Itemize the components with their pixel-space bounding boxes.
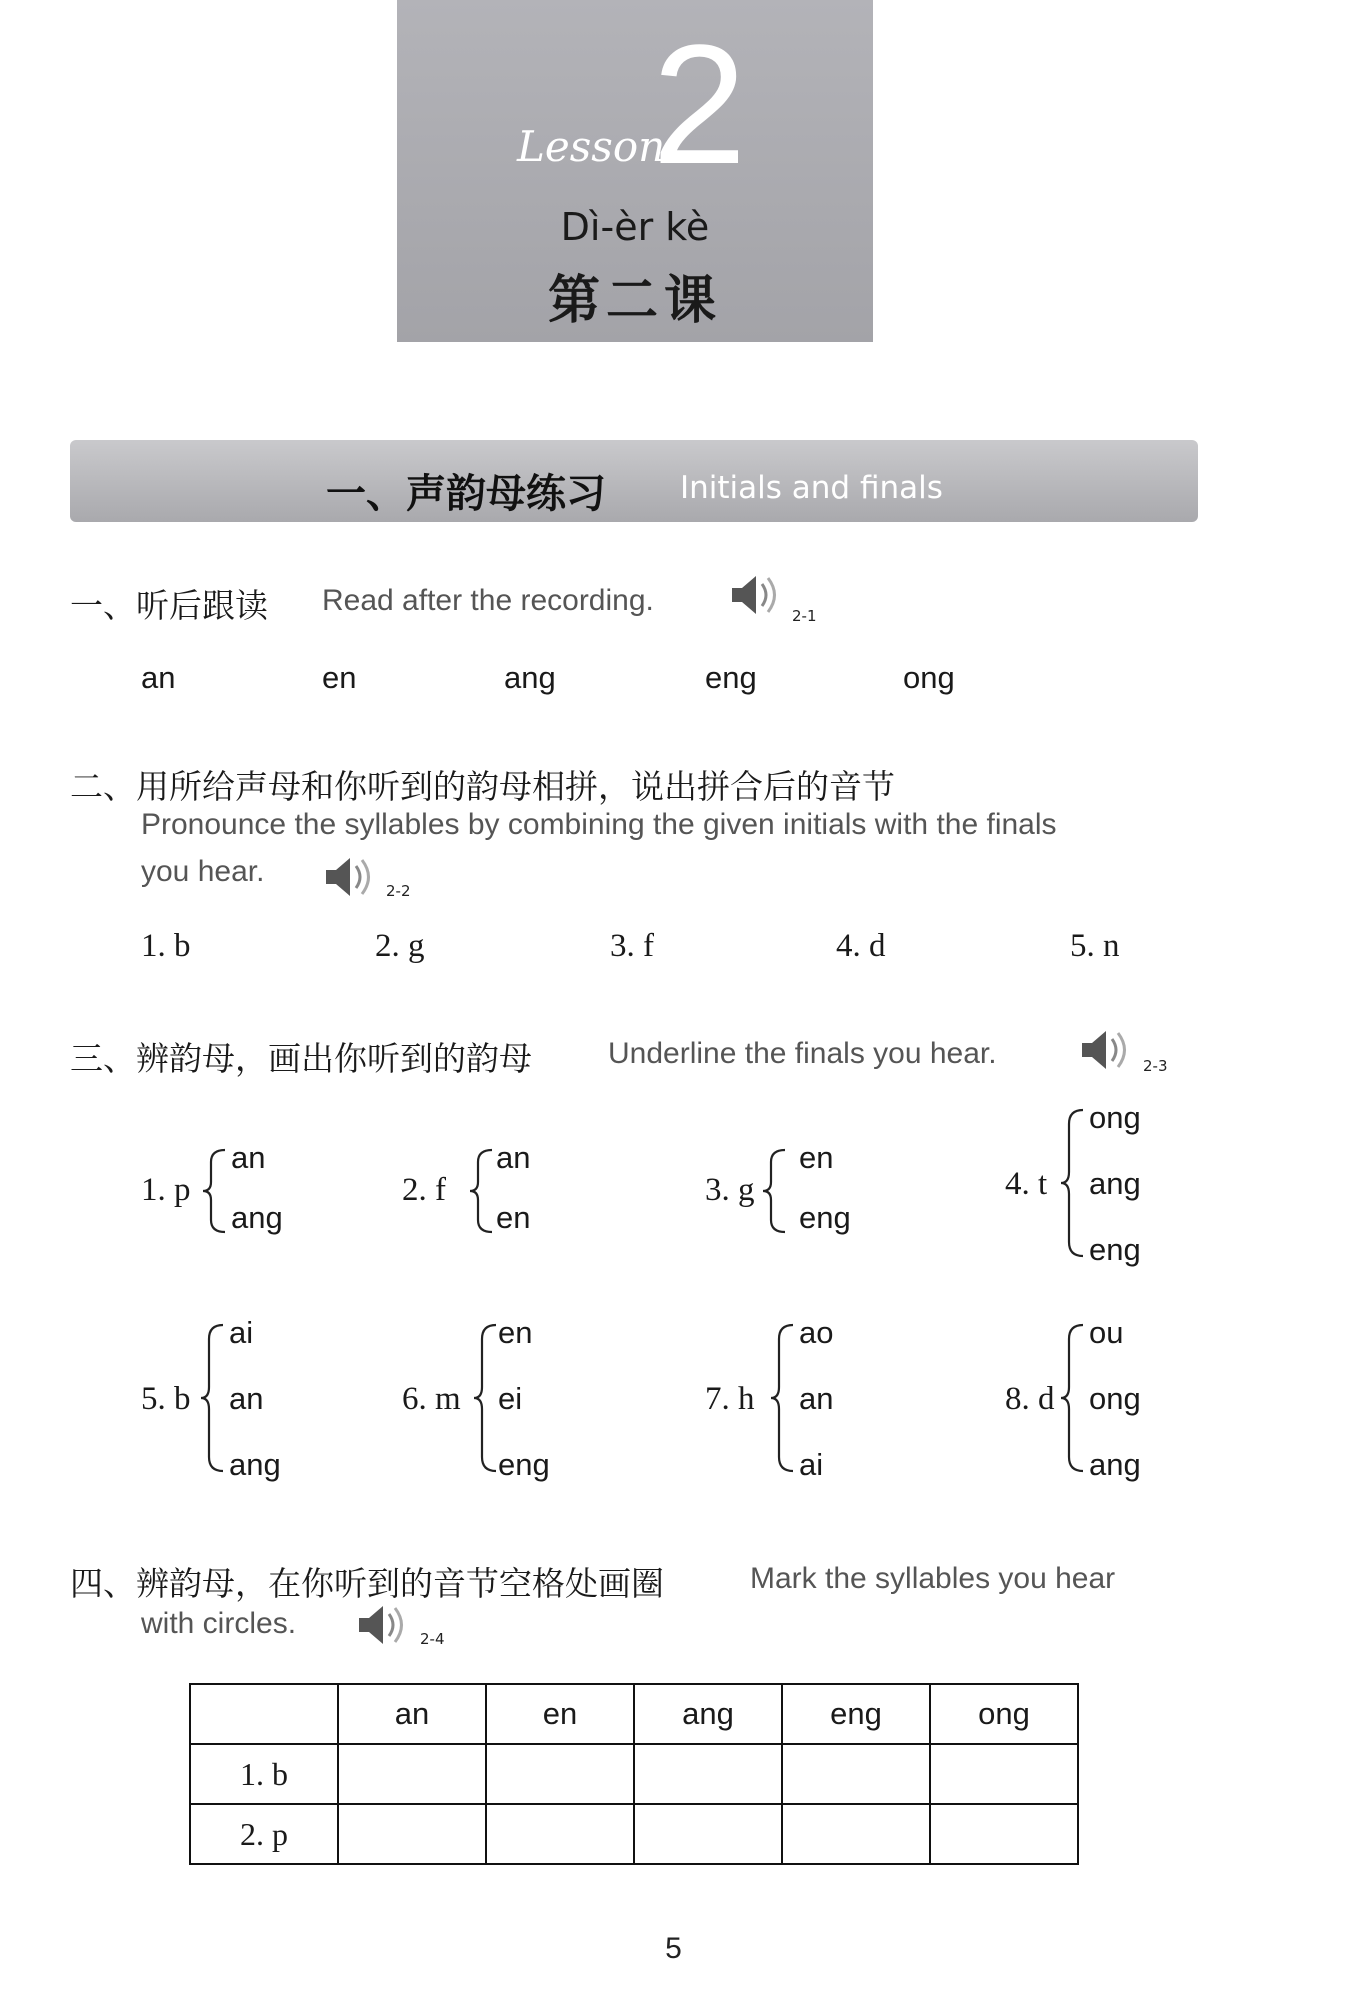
table-header-cell: ong xyxy=(930,1684,1078,1744)
table-header-cell xyxy=(190,1684,338,1744)
brace-group xyxy=(141,1315,361,1485)
q1-title-cn: 一、听后跟读 xyxy=(70,586,268,625)
lesson-pinyin: Dì-èr kè xyxy=(560,205,710,249)
row-label: 2. p xyxy=(190,1804,338,1864)
section-banner xyxy=(70,440,1198,522)
brace-group xyxy=(1005,1100,1225,1270)
speaker-icon[interactable] xyxy=(728,570,792,624)
table-row xyxy=(190,1744,1078,1804)
option-an[interactable]: an xyxy=(496,1140,531,1175)
group-label: 3. g xyxy=(705,1172,755,1208)
brace-group xyxy=(1005,1315,1225,1485)
q4-title-en-line1: Mark the syllables you hear xyxy=(750,1562,1116,1595)
option-ai[interactable]: ai xyxy=(229,1315,254,1350)
option-eng[interactable]: eng xyxy=(498,1447,550,1482)
brace-icon xyxy=(468,1148,494,1234)
answer-cell[interactable] xyxy=(634,1744,782,1804)
brace-group xyxy=(705,1140,925,1240)
lesson-word: Lesson xyxy=(517,122,666,171)
option-ong[interactable]: ong xyxy=(1089,1100,1141,1135)
answer-cell[interactable] xyxy=(338,1804,486,1864)
group-label: 5. b xyxy=(141,1381,191,1417)
option-ao[interactable]: ao xyxy=(799,1315,834,1350)
q2-item: 4. d xyxy=(836,928,886,964)
group-label: 7. h xyxy=(705,1381,755,1417)
speaker-icon[interactable] xyxy=(1078,1025,1142,1079)
option-ong[interactable]: ong xyxy=(1089,1381,1141,1416)
answer-cell[interactable] xyxy=(782,1804,930,1864)
track-label: 2-4 xyxy=(420,1630,445,1648)
page-number: 5 xyxy=(665,1932,682,1965)
option-ang[interactable]: ang xyxy=(231,1200,283,1235)
table-header-cell: ang xyxy=(634,1684,782,1744)
brace-group xyxy=(402,1315,622,1485)
option-ai[interactable]: ai xyxy=(799,1447,824,1482)
option-ang[interactable]: ang xyxy=(229,1447,281,1482)
lesson-header xyxy=(397,0,873,342)
q2-item: 5. n xyxy=(1070,928,1120,964)
option-en[interactable]: en xyxy=(498,1315,533,1350)
track-label: 2-2 xyxy=(386,882,411,900)
row-label: 1. b xyxy=(190,1744,338,1804)
q1-item: eng xyxy=(705,660,757,695)
brace-icon xyxy=(1059,1323,1085,1473)
brace-icon xyxy=(761,1148,787,1234)
group-label: 2. f xyxy=(402,1172,446,1208)
section-title-en: Initials and finals xyxy=(680,470,943,506)
answer-cell[interactable] xyxy=(486,1804,634,1864)
option-en[interactable]: en xyxy=(496,1200,531,1235)
q2-title-cn: 二、用所给声母和你听到的韵母相拼，说出拼合后的音节 xyxy=(70,767,895,806)
brace-icon xyxy=(201,1148,227,1234)
brace-group xyxy=(141,1140,361,1240)
table-header-cell: an xyxy=(338,1684,486,1744)
speaker-icon[interactable] xyxy=(322,852,386,906)
q1-item: ang xyxy=(504,660,556,695)
q4-title-en-line2: with circles. xyxy=(141,1607,297,1640)
q2-title-en-line2: you hear. xyxy=(141,855,265,888)
q3-title-en: Underline the finals you hear. xyxy=(608,1037,997,1070)
brace-group xyxy=(402,1140,622,1240)
brace-icon xyxy=(769,1323,795,1473)
option-ang[interactable]: ang xyxy=(1089,1447,1141,1482)
option-ou[interactable]: ou xyxy=(1089,1315,1124,1350)
table-row xyxy=(190,1804,1078,1864)
syllable-table xyxy=(189,1683,1079,1865)
group-label: 6. m xyxy=(402,1381,461,1417)
option-eng[interactable]: eng xyxy=(799,1200,851,1235)
table-header-row xyxy=(190,1684,1078,1744)
section-title-cn: 一、声韵母练习 xyxy=(326,471,606,517)
table-header-cell: eng xyxy=(782,1684,930,1744)
speaker-icon[interactable] xyxy=(355,1600,419,1654)
option-en[interactable]: en xyxy=(799,1140,834,1175)
q3-title-cn: 三、辨韵母，画出你听到的韵母 xyxy=(70,1039,532,1078)
answer-cell[interactable] xyxy=(486,1744,634,1804)
brace-icon xyxy=(199,1323,225,1473)
brace-group xyxy=(705,1315,925,1485)
option-eng[interactable]: eng xyxy=(1089,1232,1141,1267)
option-ei[interactable]: ei xyxy=(498,1381,523,1416)
answer-cell[interactable] xyxy=(338,1744,486,1804)
answer-cell[interactable] xyxy=(930,1804,1078,1864)
q1-title-en: Read after the recording. xyxy=(322,584,654,617)
track-label: 2-1 xyxy=(792,607,817,625)
q1-item: ong xyxy=(903,660,955,695)
option-an[interactable]: an xyxy=(799,1381,834,1416)
q2-item: 2. g xyxy=(375,928,425,964)
option-an[interactable]: an xyxy=(231,1140,266,1175)
table-header-cell: en xyxy=(486,1684,634,1744)
answer-cell[interactable] xyxy=(930,1744,1078,1804)
q1-item: en xyxy=(322,660,357,695)
answer-cell[interactable] xyxy=(634,1804,782,1864)
brace-icon xyxy=(472,1323,498,1473)
brace-icon xyxy=(1059,1108,1085,1258)
q2-item: 1. b xyxy=(141,928,191,964)
q2-item: 3. f xyxy=(610,928,654,964)
option-ang[interactable]: ang xyxy=(1089,1166,1141,1201)
option-an[interactable]: an xyxy=(229,1381,264,1416)
q2-title-en-line1: Pronounce the syllables by combining the given initials with the finals xyxy=(141,808,1057,841)
lesson-hanzi: 第二课 xyxy=(547,270,722,331)
group-label: 4. t xyxy=(1005,1166,1048,1202)
answer-cell[interactable] xyxy=(782,1744,930,1804)
group-label: 8. d xyxy=(1005,1381,1055,1417)
q4-title-cn: 四、辨韵母，在你听到的音节空格处画圈 xyxy=(70,1564,664,1603)
group-label: 1. p xyxy=(141,1172,191,1208)
q1-item: an xyxy=(141,660,176,695)
track-label: 2-3 xyxy=(1143,1057,1168,1075)
lesson-number: 2 xyxy=(652,10,747,200)
